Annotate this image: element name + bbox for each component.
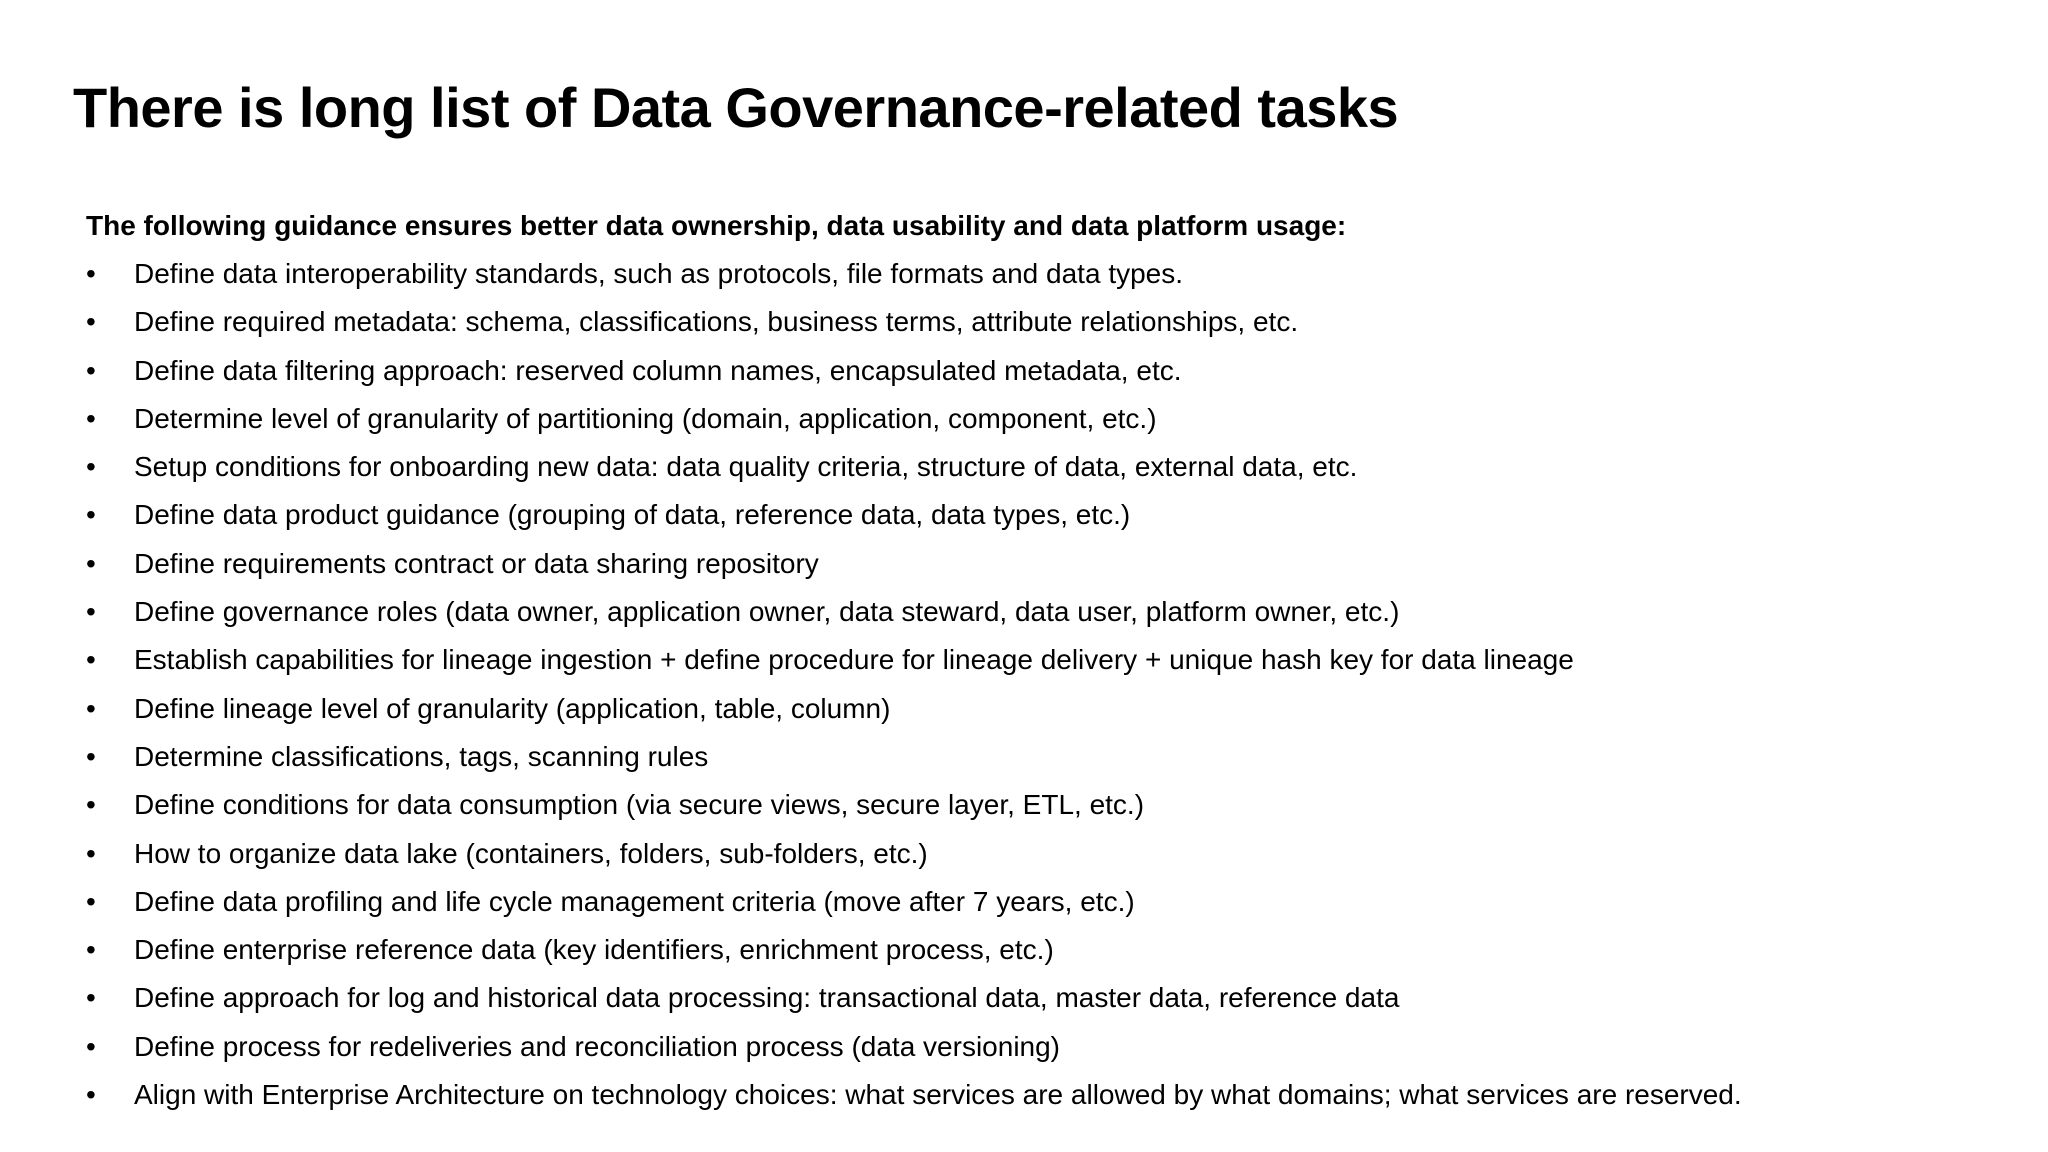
task-list-item [86, 250, 1986, 298]
bullet-icon: • [86, 258, 96, 289]
task-text: Define conditions for data consumption (via secure views, secure layer, ETL, etc.) [134, 789, 1145, 821]
bullet-icon: • [86, 692, 96, 724]
task-list-item [86, 298, 1986, 346]
task-text: Establish capabilities for lineage ingestion + define procedure for lineage delivery + unique hash key for data lineage [134, 644, 1574, 676]
task-list-item [86, 1023, 1986, 1071]
bullet-icon: • [86, 402, 96, 434]
bullet-icon: • [86, 547, 96, 579]
task-text: Define required metadata: schema, classifications, business terms, attribute relationships, etc. [134, 306, 1299, 338]
bullet-icon: • [86, 1079, 96, 1111]
bullet-icon: • [86, 1030, 96, 1062]
task-text: Define enterprise reference data (key identifiers, enrichment process, etc.) [134, 934, 1054, 966]
task-text: Define governance roles (data owner, application owner, data steward, data user, platform owner, etc.) [134, 596, 1400, 628]
task-list-item [86, 926, 1986, 974]
slide-content [86, 202, 1986, 1119]
bullet-icon: • [86, 982, 96, 1014]
task-text: Define lineage level of granularity (application, table, column) [134, 692, 891, 724]
task-text: How to organize data lake (containers, folders, sub-folders, etc.) [134, 837, 928, 869]
task-text: Define process for redeliveries and reconciliation process (data versioning) [134, 1030, 1061, 1062]
task-list-item [86, 491, 1986, 539]
task-list-item [86, 588, 1986, 636]
bullet-icon: • [86, 789, 96, 821]
bullet-icon: • [86, 596, 96, 628]
task-list-item [86, 636, 1986, 684]
bullet-icon: • [86, 306, 96, 338]
task-text: Determine classifications, tags, scanning rules [134, 740, 709, 772]
task-list-item [86, 1071, 1986, 1119]
task-list-item [86, 781, 1986, 829]
task-list-item [86, 347, 1986, 395]
intro-text: The following guidance ensures better data ownership, data usability and data platform usage: [86, 210, 1347, 241]
bullet-icon: • [86, 354, 96, 386]
task-list-item [86, 733, 1986, 781]
task-text: Define approach for log and historical data processing: transactional data, master data, reference data [134, 982, 1400, 1014]
task-text: Align with Enterprise Architecture on technology choices: what services are allowed by what domains; what services are reserved. [134, 1079, 1742, 1111]
task-list-item [86, 685, 1986, 733]
task-text: Determine level of granularity of partitioning (domain, application, component, etc.) [134, 402, 1157, 434]
bullet-icon: • [86, 837, 96, 869]
task-list [86, 250, 1986, 1119]
task-list-item [86, 878, 1986, 926]
bullet-icon: • [86, 644, 96, 676]
slide-title: There is long list of Data Governance-related tasks [73, 76, 1399, 139]
bullet-icon: • [86, 885, 96, 917]
task-list-item [86, 395, 1986, 443]
bullet-icon: • [86, 740, 96, 772]
task-list-item [86, 443, 1986, 491]
task-list-item [86, 830, 1986, 878]
task-list-item [86, 974, 1986, 1022]
task-list-item [86, 540, 1986, 588]
bullet-icon: • [86, 934, 96, 966]
bullet-icon: • [86, 499, 96, 531]
task-text: Define data product guidance (grouping of data, reference data, data types, etc.) [134, 499, 1131, 531]
task-text: Define data filtering approach: reserved column names, encapsulated metadata, etc. [134, 354, 1182, 386]
bullet-icon: • [86, 451, 96, 483]
task-text: Define data interoperability standards, such as protocols, file formats and data types. [134, 258, 1184, 289]
task-text: Setup conditions for onboarding new data: data quality criteria, structure of data, external data, etc. [134, 451, 1358, 483]
task-text: Define requirements contract or data sharing repository [134, 547, 819, 579]
task-text: Define data profiling and life cycle management criteria (move after 7 years, etc.) [134, 885, 1135, 917]
